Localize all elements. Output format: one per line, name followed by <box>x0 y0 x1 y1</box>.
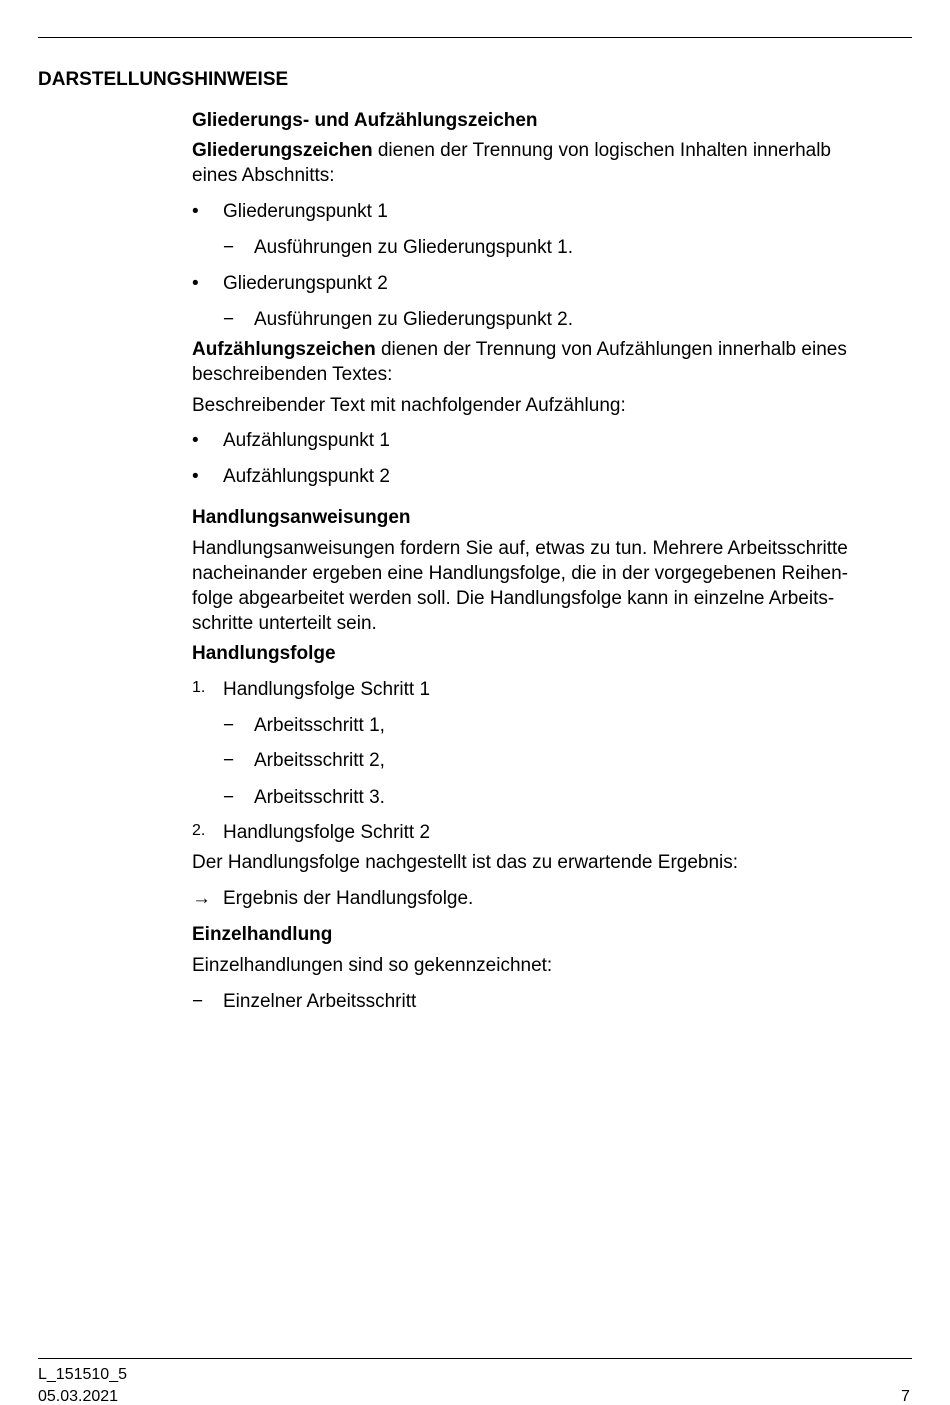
paragraph-line: schritte unterteilt sein. <box>192 613 377 634</box>
footer-rule <box>38 1358 912 1359</box>
dash-glyph: − <box>223 787 235 808</box>
result-intro: Der Handlungsfolge nachgestellt ist das zu erwartende Ergebnis: <box>192 852 739 873</box>
step-1: Handlungsfolge Schritt 1 <box>223 679 431 700</box>
dash-glyph: − <box>223 309 235 330</box>
heading-einzelhandlung: Einzelhandlung <box>192 924 333 945</box>
einzelhandlung-text: Einzelhandlungen sind so gekennzeichnet: <box>192 955 553 976</box>
dash-glyph: − <box>192 991 204 1012</box>
section-title: DARSTELLUNGSHINWEISE <box>38 69 289 90</box>
bullet-glyph: • <box>192 430 199 451</box>
enum-item-1: Aufzählungspunkt 1 <box>223 430 390 451</box>
paragraph-line: folge abgearbeitet werden soll. Die Handlungsfolge kann in einzelne Arbeits- <box>192 588 835 609</box>
paragraph-line: nacheinander ergeben eine Handlungsfolge, die in der vorgegebenen Reihen- <box>192 563 848 584</box>
aufzaehlung-intro <box>192 337 892 387</box>
bullet-glyph: • <box>192 273 199 294</box>
page-number: 7 <box>901 1388 910 1405</box>
dash-glyph: − <box>223 715 235 736</box>
gliederung-intro-rest: dienen der Trennung von logischen Inhalten innerhalb <box>372 140 831 161</box>
footer-doc-id: L_151510_5 <box>38 1366 127 1383</box>
substep-2: Arbeitsschritt 2, <box>254 750 385 771</box>
substep-3: Arbeitsschritt 3. <box>254 787 385 808</box>
step-number-1: 1. <box>192 679 206 696</box>
outline-subitem-2: Ausführungen zu Gliederungspunkt 2. <box>254 309 573 330</box>
outline-item-1: Gliederungspunkt 1 <box>223 201 388 222</box>
handlungsanweisungen-paragraph <box>192 536 892 636</box>
single-step: Einzelner Arbeitsschritt <box>223 991 417 1012</box>
dash-glyph: − <box>223 237 235 258</box>
top-rule <box>38 37 912 38</box>
heading-handlungsfolge: Handlungsfolge <box>192 643 336 664</box>
outline-subitem-1: Ausführungen zu Gliederungspunkt 1. <box>254 237 573 258</box>
dash-glyph: − <box>223 750 235 771</box>
gliederungszeichen-term: Gliederungszeichen <box>192 140 373 161</box>
heading-handlungsanweisungen: Handlungsanweisungen <box>192 507 411 528</box>
aufzaehlung-intro-line2: beschreibenden Textes: <box>192 364 393 385</box>
aufzaehlung-text: Beschreibender Text mit nachfolgender Aufzählung: <box>192 395 626 416</box>
footer-date: 05.03.2021 <box>38 1388 119 1405</box>
step-2: Handlungsfolge Schritt 2 <box>223 822 431 843</box>
enum-item-2: Aufzählungspunkt 2 <box>223 466 390 487</box>
aufzaehlung-intro-rest: dienen der Trennung von Aufzählungen innerhalb eines <box>375 339 847 360</box>
arrow-icon: → <box>192 888 211 909</box>
paragraph-line: Handlungsanweisungen fordern Sie auf, etwas zu tun. Mehrere Arbeitsschritte <box>192 538 848 559</box>
heading-gliederung: Gliederungs- und Aufzählungszeichen <box>192 110 538 131</box>
result-text: Ergebnis der Handlungsfolge. <box>223 888 474 909</box>
bullet-glyph: • <box>192 466 199 487</box>
outline-item-2: Gliederungspunkt 2 <box>223 273 388 294</box>
gliederung-intro <box>192 138 892 188</box>
aufzaehlungszeichen-term: Aufzählungszeichen <box>192 339 376 360</box>
substep-1: Arbeitsschritt 1, <box>254 715 385 736</box>
gliederung-intro-line2: eines Abschnitts: <box>192 165 335 186</box>
step-number-2: 2. <box>192 822 206 839</box>
bullet-glyph: • <box>192 201 199 222</box>
